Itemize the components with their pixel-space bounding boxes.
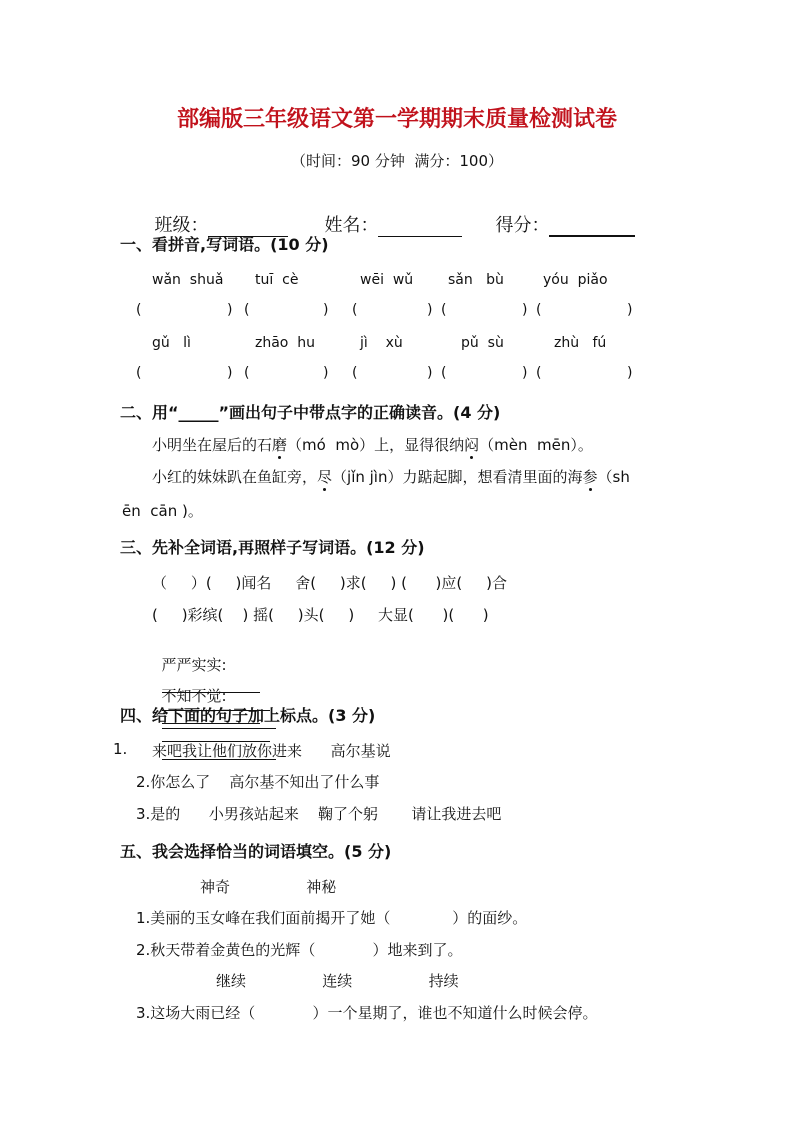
- punct-sentence-1: 来吧我让他们放你进来 高尔基说: [152, 742, 391, 760]
- section-3-heading: 三、先补全词语,再照样子写词语。(12 分): [120, 538, 425, 557]
- sentence-1-part-a: 小明坐在屋后的石: [152, 436, 273, 454]
- sentence-1: [152, 434, 593, 455]
- paren-open: (: [244, 302, 250, 318]
- paren-close: ): [323, 365, 329, 381]
- name-label: 姓名：: [324, 215, 379, 236]
- example-label-2: 不知不觉:: [161, 687, 227, 705]
- pinyin-1-4: sǎn bù: [448, 272, 504, 288]
- fill-sentence-1: 1.美丽的玉女峰在我们面前揭开了她（ ）的面纱。: [136, 909, 528, 927]
- page-title: 部编版三年级语文第一学期期末质量检测试卷: [176, 107, 617, 132]
- score-field: [484, 190, 635, 237]
- class-field: [143, 190, 288, 237]
- paren-open: (: [244, 365, 250, 381]
- example-label-1: 严严实实:: [161, 656, 227, 674]
- paren-close: ): [627, 302, 633, 318]
- dotted-char: 参: [582, 468, 598, 486]
- paren-close: ): [323, 302, 329, 318]
- paren-close: ): [227, 302, 233, 318]
- score-label: 得分：: [495, 215, 550, 236]
- pinyin-2-4: pǔ sù: [461, 335, 504, 351]
- paren-close: ): [427, 302, 433, 318]
- paren-open: (: [441, 365, 447, 381]
- paren-open: (: [352, 365, 358, 381]
- paren-open: (: [352, 302, 358, 318]
- pinyin-2-5: zhù fú: [554, 335, 607, 351]
- pinyin-1-5: yóu piǎo: [543, 272, 608, 288]
- paren-close: ): [627, 365, 633, 381]
- exam-subtitle: （时间：90 分钟 满分：100）: [290, 152, 504, 170]
- word-choices-2: 继续 连续 持续: [216, 972, 459, 990]
- sentence-1-part-c: （mèn mēn）。: [479, 436, 593, 454]
- paren-close: ): [522, 365, 528, 381]
- punct-num-1: 1.: [113, 740, 128, 758]
- paren-open: (: [536, 302, 542, 318]
- word-choices-1: 神奇 神秘: [200, 878, 337, 896]
- section-5-heading: 五、我会选择恰当的词语填空。(5 分): [120, 842, 392, 861]
- paren-close: ): [227, 365, 233, 381]
- fill-sentence-2: 2.秋天带着金黄色的光辉（ ）地来到了。: [136, 941, 463, 959]
- paren-close: ): [522, 302, 528, 318]
- pinyin-2-1: gǔ lì: [152, 335, 191, 351]
- name-field: [313, 190, 462, 237]
- class-label: 班级：: [154, 215, 209, 236]
- punct-sentence-2: 2.你怎么了 高尔基不知出了什么事: [136, 773, 380, 791]
- name-blank[interactable]: [378, 216, 462, 237]
- pinyin-2-2: zhāo hu: [255, 335, 316, 351]
- paren-open: (: [136, 302, 142, 318]
- sentence-2-continued: ēn cān )。: [122, 502, 203, 520]
- sentence-2-part-a: 小红的妹妹趴在鱼缸旁，: [152, 468, 318, 486]
- pinyin-2-3: jì xù: [360, 335, 403, 351]
- paren-open: (: [136, 365, 142, 381]
- sentence-2-part-b: （jǐn jìn）力踮起脚，想看清里面的海: [332, 468, 583, 486]
- pinyin-1-1: wǎn shuǎ: [152, 272, 224, 288]
- section-1-heading: 一、看拼音,写词语。(10 分): [120, 235, 329, 254]
- sentence-2: [152, 466, 630, 487]
- dotted-char: 磨: [272, 436, 288, 454]
- punct-sentence-3: 3.是的 小男孩站起来 鞠了个躬 请让我进去吧: [136, 805, 502, 823]
- idiom-row-1: （ ）( )闻名 舍( )求( ) ( )应( )合: [152, 574, 507, 592]
- sentence-2-part-c: （sh: [597, 468, 630, 486]
- dotted-char: 闷: [464, 436, 480, 454]
- dotted-char: 尽: [317, 468, 333, 486]
- sentence-1-part-b: （mó mò）上，显得很纳: [287, 436, 465, 454]
- pinyin-1-2: tuī cè: [255, 272, 299, 288]
- paren-open: (: [536, 365, 542, 381]
- section-2-heading: 二、用“_____”画出句子中带点字的正确读音。(4 分): [120, 403, 501, 422]
- paren-open: (: [441, 302, 447, 318]
- paren-close: ): [427, 365, 433, 381]
- idiom-row-2: ( )彩缤( ) 摇( )头( ) 大显( )( ): [152, 606, 489, 624]
- section-4-heading: 四、给下面的句子加上标点。(3 分): [120, 706, 376, 725]
- score-blank[interactable]: [549, 215, 635, 237]
- fill-sentence-3: 3.这场大雨已经（ ）一个星期了，谁也不知道什么时候会停。: [136, 1004, 598, 1022]
- pinyin-1-3: wēi wǔ: [360, 272, 414, 288]
